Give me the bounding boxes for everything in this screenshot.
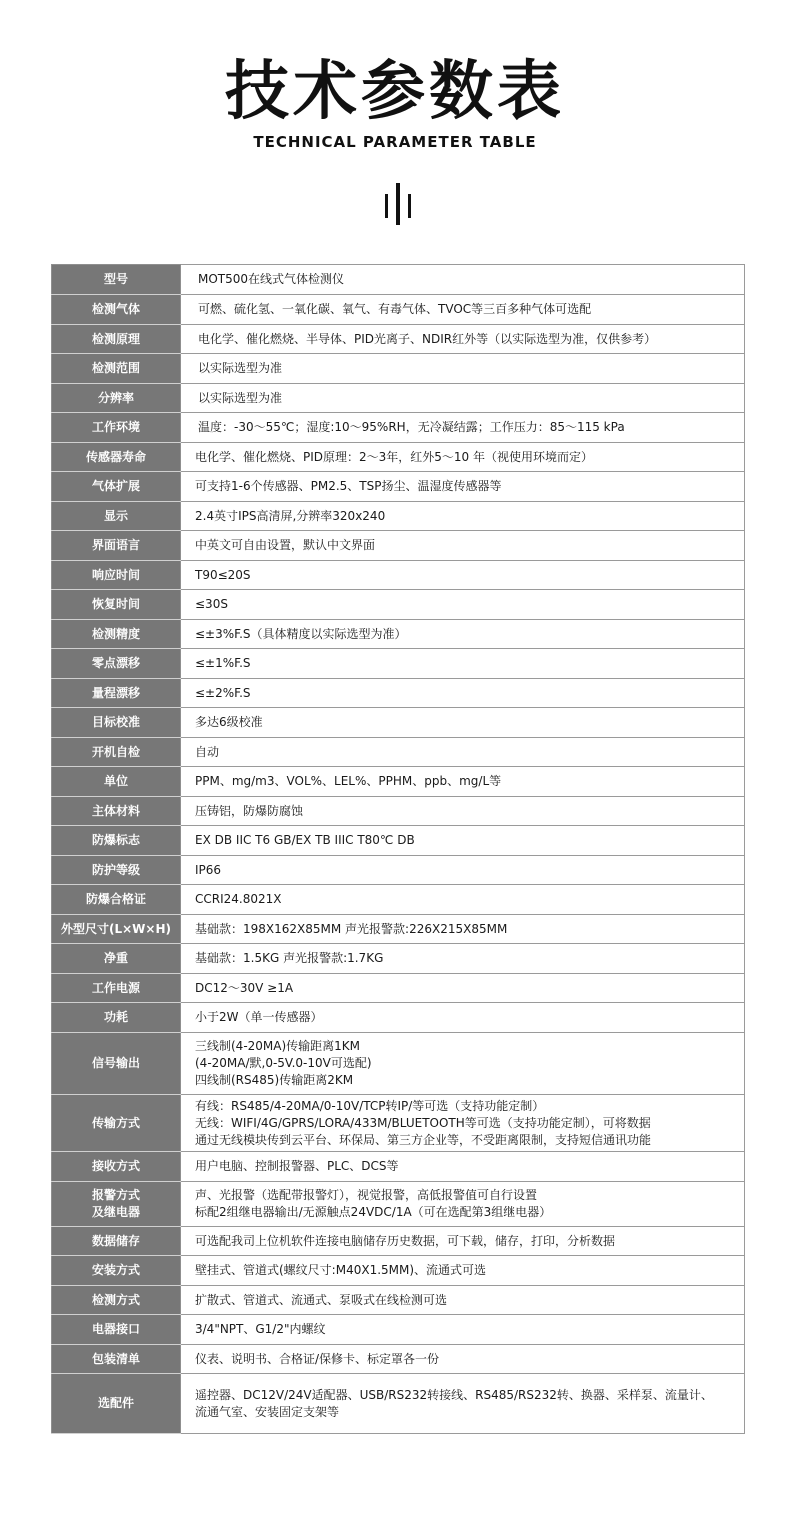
table-row [52,620,745,649]
parameter-table [51,264,745,1434]
param-value [181,1227,745,1256]
param-value [181,472,745,502]
param-label-line: 包装清单 [91,1351,140,1366]
param-label [52,561,181,590]
param-value [181,1182,745,1227]
param-label-line: 信号输出 [91,1056,140,1070]
param-value-line: 基础款：1.5KG 声光报警款:1.7KG [195,951,384,965]
param-value-line: 电化学、催化燃烧、PID原理：2～3年，红外5～10 年（视使用环境而定） [195,449,594,464]
param-value-line: 温度：-30～55℃；湿度:10～95%RH，无冷凝结露；工作压力：85～115 kPa [198,420,625,434]
param-label [52,1033,181,1095]
param-label [52,1227,181,1256]
table-row [52,1345,745,1374]
table-row [52,413,745,443]
param-value [181,826,745,856]
table-row [52,1227,745,1256]
param-value-line: 标配2组继电器输出/无源触点24VDC/1A（可在选配第3组继电器） [195,1205,552,1219]
param-label-line: 电器接口 [91,1322,140,1336]
table-row [52,384,745,413]
param-value-line: 可选配我司上位机软件连接电脑储存历史数据，可下载，储存，打印，分析数据 [195,1233,616,1248]
param-label [52,1286,181,1315]
param-label [52,974,181,1003]
param-label-line: 安装方式 [91,1263,140,1277]
param-value [181,679,745,708]
param-label [52,1095,181,1152]
param-value-line: 压铸铝，防爆防腐蚀 [195,803,304,818]
param-label [52,413,181,443]
param-value-line: 可燃、硫化氢、一氧化碳、氧气、有毒气体、TVOC等三百多种气体可选配 [198,302,592,316]
param-value [181,649,745,679]
param-label [52,1003,181,1033]
table-row [52,1152,745,1182]
table-row [52,767,745,797]
param-label-line: 量程漂移 [91,685,140,700]
param-label-line: 显示 [103,508,128,523]
table-row [52,1256,745,1286]
param-value-line: 仪表、说明书、合格证/保修卡、标定罩各一份 [195,1351,440,1366]
param-value [181,708,745,738]
param-label-line: 功耗 [103,1010,128,1024]
param-value-line: 用户电脑、控制报警器、PLC、DCS等 [195,1159,399,1173]
param-label [52,620,181,649]
table-row [52,295,745,325]
param-label-line: 恢复时间 [91,597,140,611]
param-value [181,1374,745,1434]
table-row [52,974,745,1003]
param-label-line: 开机自检 [91,744,140,759]
table-row [52,1374,745,1434]
param-value [181,295,745,325]
param-value-line: 三线制(4-20MA)传输距离1KM [195,1039,361,1053]
param-label-line: 检测方式 [91,1292,140,1307]
param-value [181,1152,745,1182]
param-label [52,1374,181,1434]
param-value-line: ≤±1%F.S [195,656,251,670]
param-value-line: IP66 [195,862,222,877]
param-value-line: 2.4英寸IPS高清屏,分辨率320x240 [195,508,386,523]
table-row [52,797,745,826]
table-row [52,561,745,590]
param-value [181,1315,745,1345]
param-value-line: 3/4"NPT、G1/2"内螺纹 [195,1322,326,1336]
param-label-line: 接收方式 [91,1159,140,1173]
table-row [52,885,745,915]
param-label-line: 及继电器 [91,1205,140,1219]
param-value [181,974,745,1003]
param-label [52,1345,181,1374]
table-row [52,679,745,708]
param-label [52,856,181,885]
param-label [52,915,181,944]
param-label-line: 目标校准 [91,715,140,729]
param-value [181,354,745,384]
param-label-line: 检测范围 [91,361,140,375]
param-value [181,1286,745,1315]
param-label [52,826,181,856]
param-label-line: 传输方式 [91,1115,140,1130]
param-label-line: 防爆合格证 [85,892,146,906]
table-row [52,1286,745,1315]
param-label [52,502,181,531]
param-label [52,265,181,295]
table-row [52,1315,745,1345]
table-row [52,1033,745,1095]
param-value [181,1033,745,1095]
param-value [181,1095,745,1152]
table-row [52,738,745,767]
param-label [52,1315,181,1345]
table-row [52,708,745,738]
param-label [52,679,181,708]
param-label-line: 界面语言 [91,538,140,552]
param-label-line: 外型尺寸(L×W×H) [60,921,171,936]
param-value-line: 有线：RS485/4-20MA/0-10V/TCP转IP/等可选（支持功能定制） [195,1098,545,1113]
param-label-line: 检测精度 [91,626,140,641]
table-row [52,649,745,679]
param-label [52,738,181,767]
param-value-line: 以实际选型为准 [198,390,283,405]
table-row [52,944,745,974]
table-row [52,472,745,502]
param-value-line: 无线：WIFI/4G/GPRS/LORA/433M/BLUETOOTH等可选（支持功能定制），可将数据 [195,1115,651,1130]
param-label [52,797,181,826]
param-label [52,944,181,974]
param-label-line: 检测气体 [91,302,140,316]
param-value-line: 中英文可自由设置，默认中文界面 [195,538,376,552]
param-label [52,1182,181,1227]
param-label [52,443,181,472]
table-row [52,1003,745,1033]
param-value [181,1345,745,1374]
param-label-line: 报警方式 [91,1188,140,1202]
param-value [181,767,745,797]
param-label-line: 检测原理 [91,331,140,346]
table-row [52,1182,745,1227]
param-value-line: DC12～30V ≥1A [195,980,294,995]
param-label-line: 数据储存 [91,1233,140,1248]
param-value-line: 自动 [195,744,220,759]
param-label [52,767,181,797]
table-row [52,354,745,384]
param-value-line: T90≤20S [195,567,251,582]
param-label [52,649,181,679]
param-value [181,797,745,826]
param-label-line: 单位 [103,774,128,788]
param-value-line: 声、光报警（选配带报警灯），视觉报警，高低报警值可自行设置 [195,1188,538,1202]
param-label-line: 防护等级 [91,862,140,877]
param-label-line: 防爆标志 [91,833,140,847]
param-value [181,502,745,531]
param-label [52,531,181,561]
param-label [52,885,181,915]
param-value-line: 遥控器、DC12V/24V适配器、USB/RS232转接线、RS485/RS232转、换器、采样泵、流量计、 [195,1387,713,1402]
param-label-line: 分辨率 [97,390,134,405]
page-title: 技术参数表 [225,55,565,129]
param-value-line: 流通气室、安装固定支架等 [195,1404,340,1419]
param-value [181,413,745,443]
param-label-line: 响应时间 [91,567,140,582]
param-value [181,620,745,649]
param-label [52,708,181,738]
param-value-line: 四线制(RS485)传输距离2KM [195,1073,354,1087]
param-label-line: 工作环境 [91,420,140,434]
table-row [52,443,745,472]
param-value-line: 以实际选型为准 [198,361,283,375]
param-label-line: 传感器寿命 [85,449,146,464]
param-value [181,885,745,915]
param-label-line: 选配件 [97,1396,134,1410]
param-value-line: ≤30S [195,597,228,611]
param-value-line: PPM、mg/m3、VOL%、LEL%、PPHM、ppb、mg/L等 [195,774,502,788]
param-label [52,295,181,325]
param-value [181,1256,745,1286]
param-value-line: ≤±2%F.S [195,685,251,700]
param-value-line: 扩散式、管道式、流通式、泵吸式在线检测可选 [195,1292,448,1307]
table-row [52,1095,745,1152]
table-row [52,531,745,561]
param-label-line: 主体材料 [91,803,140,818]
param-label [52,472,181,502]
param-value-line: MOT500在线式气体检测仪 [198,272,345,286]
param-label [52,325,181,354]
table-row [52,590,745,620]
param-label [52,354,181,384]
param-value [181,738,745,767]
param-value [181,590,745,620]
param-value-line: EX DB IIC T6 GB/EX TB IIIC T80℃ DB [195,833,415,847]
param-label-line: 气体扩展 [91,479,140,493]
table-row [52,325,745,354]
divider-mark-icon [383,181,413,226]
param-value [181,944,745,974]
table-row [52,915,745,944]
table-row [52,265,745,295]
param-value-line: 多达6级校准 [195,715,263,729]
param-value [181,1003,745,1033]
param-value [181,561,745,590]
param-value [181,856,745,885]
param-value-line: 基础款：198X162X85MM 声光报警款:226X215X85MM [195,921,508,936]
param-value-line: 通过无线模块传到云平台、环保局、第三方企业等，不受距离限制，支持短信通讯功能 [195,1132,652,1147]
param-value-line: (4-20MA/默,0-5V.0-10V可选配) [195,1056,372,1070]
param-value-line: 壁挂式、管道式(螺纹尺寸:M40X1.5MM)、流通式可选 [195,1263,487,1277]
param-label [52,384,181,413]
table-row [52,826,745,856]
param-label-line: 工作电源 [91,980,140,995]
param-value [181,443,745,472]
param-label [52,1152,181,1182]
param-label [52,1256,181,1286]
param-label-line: 净重 [103,951,128,965]
param-label-line: 零点漂移 [91,656,140,670]
param-value-line: CCRI24.8021X [195,892,282,906]
param-value [181,531,745,561]
param-value-line: ≤±3%F.S（具体精度以实际选型为准） [195,626,407,641]
param-value [181,915,745,944]
param-value [181,265,745,295]
page-subtitle: TECHNICAL PARAMETER TABLE [253,133,537,151]
param-value [181,384,745,413]
param-value-line: 小于2W（单一传感器） [195,1010,323,1024]
param-value-line: 可支持1-6个传感器、PM2.5、TSP扬尘、温湿度传感器等 [195,479,502,493]
param-value [181,325,745,354]
table-row [52,856,745,885]
param-label [52,590,181,620]
param-label-line: 型号 [103,272,128,286]
table-row [52,502,745,531]
param-value-line: 电化学、催化燃烧、半导体、PID光离子、NDIR红外等（以实际选型为准，仅供参考） [198,331,657,346]
